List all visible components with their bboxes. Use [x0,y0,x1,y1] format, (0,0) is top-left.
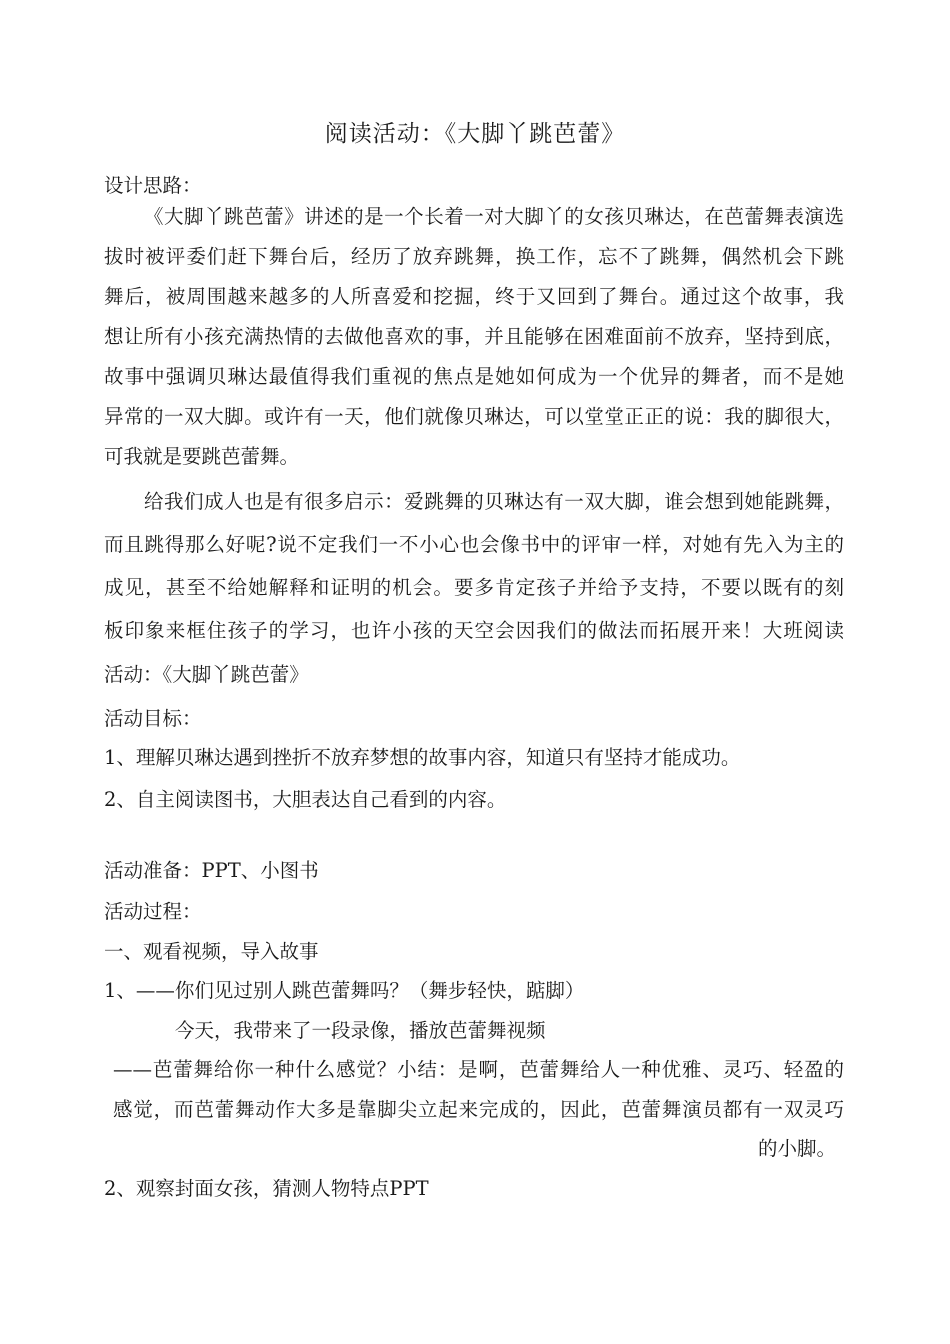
summary-line: 的小脚。 [757,1137,836,1160]
paragraph-line: 可我就是要跳芭蕾舞。 [104,445,300,468]
summary-line: ——芭蕾舞给你一种什么感觉？小结：是啊，芭蕾舞给人一种优雅、灵巧、轻盈的 [113,1058,844,1081]
process-label: 活动过程： [104,900,202,923]
goal-label: 活动目标： [104,707,202,730]
goal-item: 2、自主阅读图书，大胆表达自己看到的内容。 [104,788,507,811]
paragraph-line: 拔时被评委们赶下舞台后，经历了放弃跳舞，换工作，忘不了跳舞，偶然机会下跳 [104,245,844,268]
paragraph-line: 而且跳得那么好呢?说不定我们一不小心也会像书中的评审一样，对她有先入为主的 [104,533,844,556]
design-label: 设计思路： [104,174,202,197]
document-title: 阅读活动：《大脚丫跳芭蕾》 [324,121,626,147]
step1-heading: 一、观看视频，导入故事 [104,940,319,963]
step2: 2、观察封面女孩，猜测人物特点PPT [104,1177,429,1200]
paragraph-line: 活动：《大脚丫跳芭蕾》 [104,663,309,686]
step1-video: 今天，我带来了一段录像，播放芭蕾舞视频 [175,1019,546,1042]
preparation: 活动准备：PPT、小图书 [104,859,319,882]
step1-question: 1、——你们见过别人跳芭蕾舞吗？（舞步轻快，踮脚） [104,979,585,1002]
paragraph-line: 板印象来框住孩子的学习，也许小孩的天空会因我们的做法而拓展开来！大班阅读 [104,619,844,642]
summary-line: 感觉，而芭蕾舞动作大多是靠脚尖立起来完成的，因此，芭蕾舞演员都有一双灵巧 [113,1098,844,1121]
paragraph-line: 给我们成人也是有很多启示：爱跳舞的贝琳达有一双大脚，谁会想到她能跳舞， [144,490,844,513]
paragraph-line: 想让所有小孩充满热情的去做他喜欢的事，并且能够在困难面前不放弃，坚持到底， [104,325,844,348]
goal-item: 1、理解贝琳达遇到挫折不放弃梦想的故事内容，知道只有坚持才能成功。 [104,746,741,769]
paragraph-line: 《大脚丫跳芭蕾》讲述的是一个长着一对大脚丫的女孩贝琳达，在芭蕾舞表演选 [144,205,844,228]
paragraph-line: 故事中强调贝琳达最值得我们重视的焦点是她如何成为一个优异的舞者，而不是她 [104,365,844,388]
paragraph-line: 成见，甚至不给她解释和证明的机会。要多肯定孩子并给予支持，不要以既有的刻 [104,576,844,599]
paragraph-line: 异常的一双大脚。或许有一天，他们就像贝琳达，可以堂堂正正的说：我的脚很大， [104,405,844,428]
paragraph-line: 舞后，被周围越来越多的人所喜爱和挖掘，终于又回到了舞台。通过这个故事，我 [104,285,844,308]
